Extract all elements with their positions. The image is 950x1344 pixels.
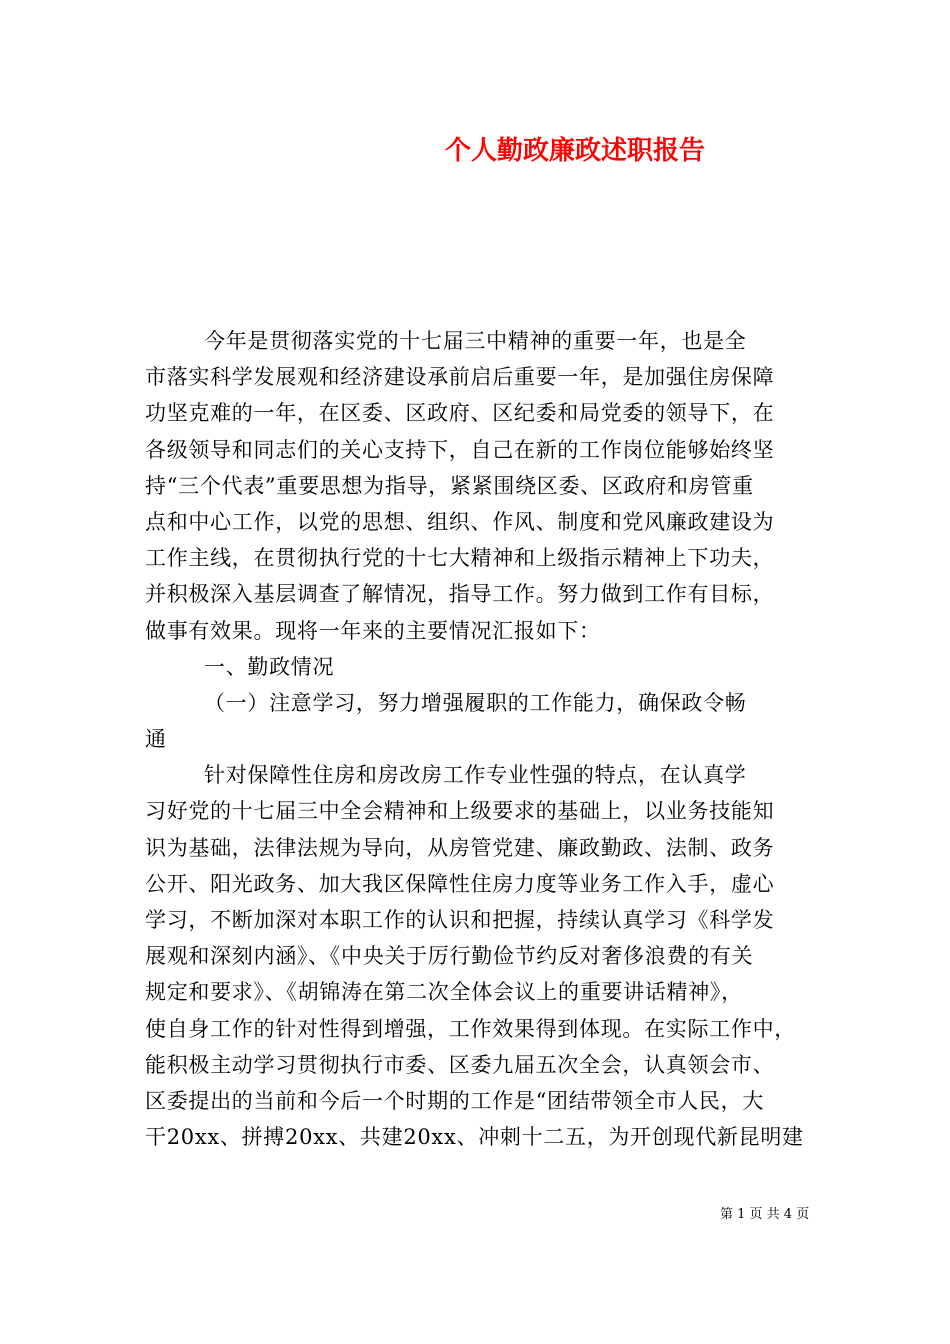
body-line: 能积极主动学习贯彻执行市委、区委九届五次全会，认真领会市、 [145, 1052, 775, 1077]
body-line: 各级领导和同志们的关心支持下，自己在新的工作岗位能够始终坚 [145, 437, 775, 462]
body-line: 持“三个代表”重要思想为指导，紧紧围绕区委、区政府和房管重 [145, 473, 754, 498]
body-line: 学习，不断加深对本职工作的认识和把握，持续认真学习《科学发 [145, 908, 775, 932]
body-line: 市落实科学发展观和经济建设承前启后重要一年，是加强住房保障 [145, 365, 775, 390]
body-line: 干20xx、拼搏20xx、共建20xx、冲刺十二五，为开创现代新昆明建 [145, 1125, 804, 1150]
body-line: 公开、阳光政务、加大我区保障性住房力度等业务工作入手，虚心 [145, 871, 775, 896]
page-number-footer: 第 1 页 共 4 页 [720, 1207, 810, 1222]
document-title: 个人勤政廉政述职报告 [445, 136, 706, 166]
body-line: 识为基础，法律法规为导向，从房管党建、廉政勤政、法制、政务 [145, 835, 775, 860]
subsection-heading: （一）注意学习，努力增强履职的工作能力，确保政令畅 [145, 690, 747, 715]
body-line: 工作主线，在贯彻执行党的十七大精神和上级指示精神上下功夫， [145, 546, 775, 571]
body-line: 习好党的十七届三中全会精神和上级要求的基础上，以业务技能知 [145, 799, 775, 824]
body-line: 规定和要求》、《胡锦涛在第二次全体会议上的重要讲话精神》， [145, 980, 743, 1005]
body-line: 今年是贯彻落实党的十七届三中精神的重要一年，也是全 [145, 329, 747, 353]
subsection-heading-cont: 通 [145, 727, 167, 752]
body-line: 功坚克难的一年，在区委、区政府、区纪委和局党委的领导下，在 [145, 401, 775, 426]
body-line: 展观和深刻内涵》、《中央关于厉行勤俭节约反对奢侈浪费的有关 [145, 944, 754, 969]
body-line: 区委提出的当前和今后一个时期的工作是“团结带领全市人民，大 [145, 1088, 765, 1113]
body-line: 针对保障性住房和房改房工作专业性强的特点，在认真学 [145, 763, 747, 788]
body-line: 点和中心工作，以党的思想、组织、作风、制度和党风廉政建设为 [145, 509, 775, 534]
body-line: 使自身工作的针对性得到增强，工作效果得到体现。在实际工作中， [145, 1016, 796, 1041]
body-line: 并积极深入基层调查了解情况，指导工作。努力做到工作有目标， [145, 582, 775, 607]
document-body [145, 323, 815, 1155]
body-line: 做事有效果。现将一年来的主要情况汇报如下： [145, 618, 601, 643]
section-heading: 一、勤政情况 [145, 654, 335, 679]
